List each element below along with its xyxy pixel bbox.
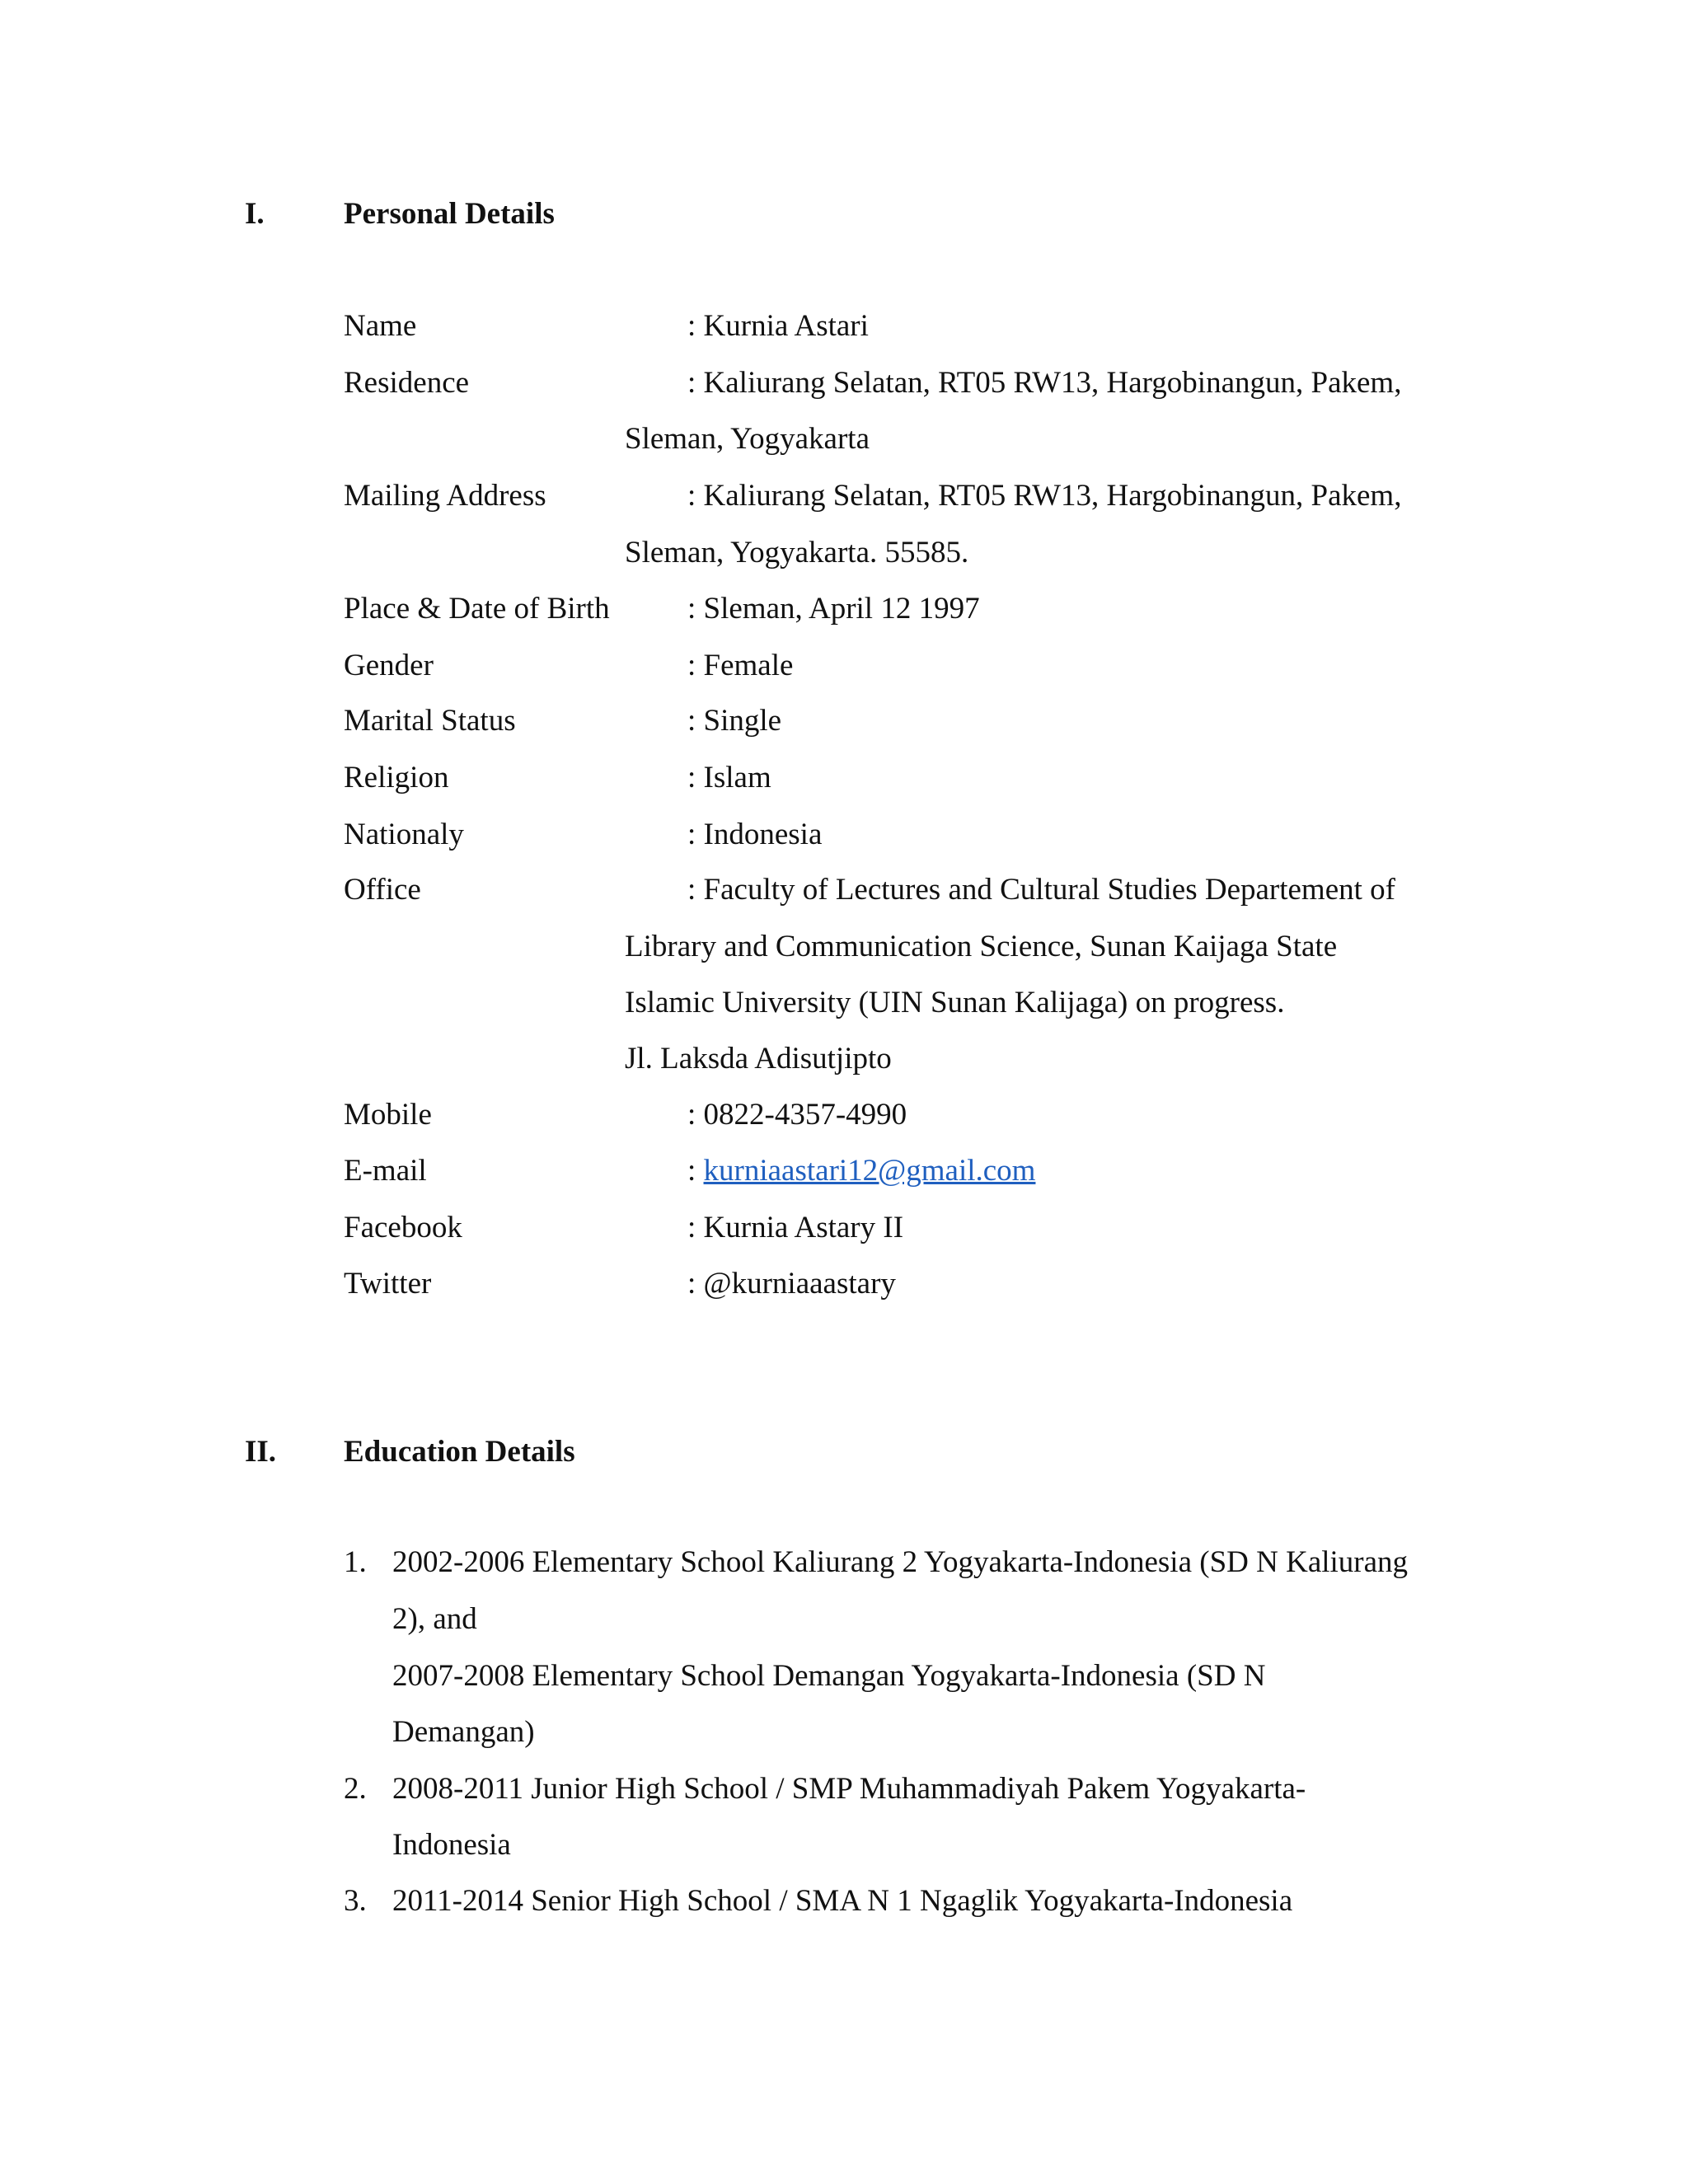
education-item-line: 2007-2008 Elementary School Demangan Yogyakarta-Indonesia (SD N (392, 1659, 1266, 1693)
education-item-line: 2002-2006 Elementary School Kaliurang 2 Yogyakarta-Indonesia (SD N Kaliurang (392, 1545, 1409, 1579)
education-item-line: Indonesia (392, 1828, 511, 1862)
name-value: : Kurnia Astari (687, 309, 869, 343)
facebook-label: Facebook (344, 1211, 462, 1244)
marital-status-value: : Single (687, 704, 782, 738)
mailing-address-line2: Sleman, Yogyakarta. 55585. (625, 536, 969, 569)
office-label: Office (344, 873, 421, 907)
office-value-line1: : Faculty of Lectures and Cultural Studies Departement of (687, 873, 1395, 907)
email-label: E-mail (344, 1154, 427, 1188)
birth-label: Place & Date of Birth (344, 592, 610, 626)
office-value-line2: Library and Communication Science, Sunan Kaijaga State (625, 930, 1338, 963)
twitter-label: Twitter (344, 1267, 432, 1301)
name-label: Name (344, 309, 417, 343)
education-item-line: 2), and (392, 1602, 477, 1636)
education-item-line: 2011-2014 Senior High School / SMA N 1 Ngaglik Yogyakarta-Indonesia (392, 1884, 1293, 1918)
education-item-number: 3. (344, 1884, 367, 1918)
marital-status-label: Marital Status (344, 704, 516, 738)
residence-label: Residence (344, 366, 470, 400)
section-number-education: II. (245, 1435, 277, 1469)
nationality-label: Nationaly (344, 818, 464, 851)
email-value (687, 1152, 1470, 1190)
education-item-number: 1. (344, 1545, 367, 1579)
office-value-line4: Jl. Laksda Adisutjipto (625, 1042, 892, 1076)
nationality-value: : Indonesia (687, 818, 823, 851)
gender-label: Gender (344, 649, 434, 682)
religion-label: Religion (344, 761, 449, 794)
education-item-line: Demangan) (392, 1715, 535, 1749)
section-title-education: Education Details (344, 1435, 575, 1469)
mailing-address-line1: : Kaliurang Selatan, RT05 RW13, Hargobinangun, Pakem, (687, 479, 1402, 513)
office-value-line3: Islamic University (UIN Sunan Kalijaga) on progress. (625, 986, 1285, 1019)
section-number-personal: I. (245, 197, 265, 231)
gender-value: : Female (687, 649, 794, 682)
email-colon: : (687, 1154, 704, 1188)
twitter-value: : @kurniaaastary (687, 1267, 896, 1301)
section-title-personal: Personal Details (344, 197, 555, 231)
mailing-address-label: Mailing Address (344, 479, 546, 513)
residence-value-line2: Sleman, Yogyakarta (625, 422, 870, 456)
facebook-value: : Kurnia Astary II (687, 1211, 904, 1244)
mobile-label: Mobile (344, 1098, 432, 1132)
mobile-value: : 0822-4357-4990 (687, 1098, 907, 1132)
email-link[interactable]: kurniaastari12@gmail.com (703, 1154, 1036, 1188)
birth-value: : Sleman, April 12 1997 (687, 592, 980, 626)
education-item-number: 2. (344, 1772, 367, 1806)
education-item-line: 2008-2011 Junior High School / SMP Muhammadiyah Pakem Yogyakarta- (392, 1772, 1306, 1806)
religion-value: : Islam (687, 761, 771, 794)
residence-value-line1: : Kaliurang Selatan, RT05 RW13, Hargobinangun, Pakem, (687, 366, 1402, 400)
